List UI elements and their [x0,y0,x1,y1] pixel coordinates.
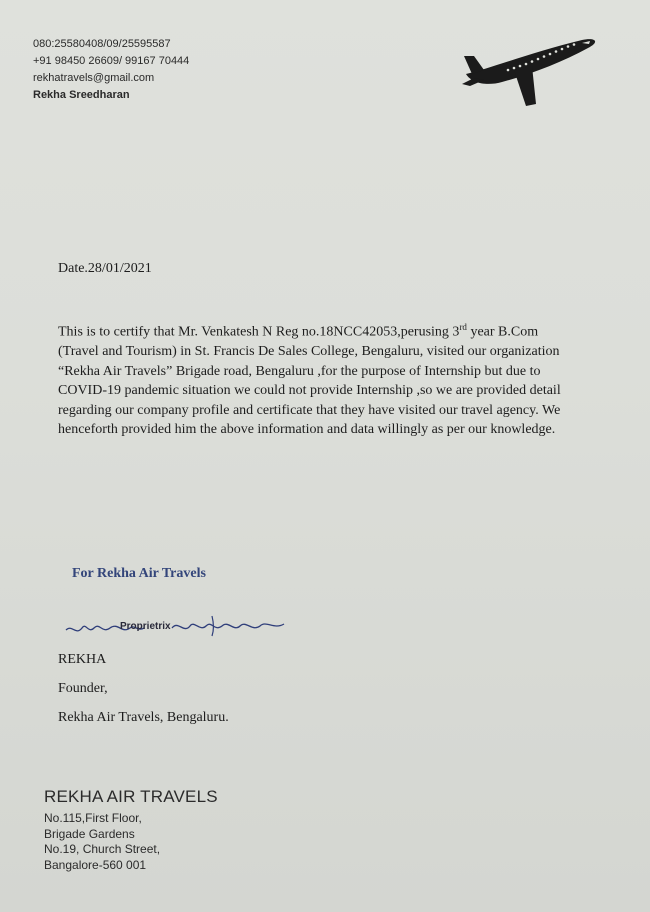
signer-company: Rekha Air Travels, Bengaluru. [58,710,229,725]
handwritten-signature [62,606,302,646]
signer-name: REKHA [58,652,107,667]
stamp-overlay: Proprietrix [120,621,171,632]
footer-address [44,811,160,873]
email: rekhatravels@gmail.com [33,72,155,84]
closing-block [58,652,229,739]
signer-title: Founder, [58,681,108,696]
letter-body [58,318,578,440]
address-line: No.19, Church Street, [44,842,161,856]
phone-mobile: +91 98450 26609/ 99167 70444 [33,55,190,67]
phone-office: 080:25580408/09/25595587 [33,38,171,50]
address-line: No.115,First Floor, [44,811,142,825]
body-part2: year B.Com (Travel and Tourism) in St. Francis De Sales College, Bengaluru, visited our organization “Rekha Air Travels” Brigade road, Bengaluru ,for the purpose of Internship but due to COVID-19 pandemic situation we could not provide Internship ,so we are provided detail regarding our company profile and certificate that they have visited our travel agency. We henceforth provided him the above information and data willingly as per our knowledge. [58,324,561,438]
body-part1: This is to certify that Mr. Venkatesh N Reg no.18NCC42053,perusing 3 [58,324,460,340]
airplane-icon [462,30,602,110]
address-line: Brigade Gardens [44,826,135,841]
header-contact [33,36,189,104]
letter-date: Date.28/01/2021 [58,261,152,276]
footer-company: REKHA AIR TRAVELS [44,787,218,806]
contact-name: Rekha Sreedharan [33,89,130,101]
company-stamp: For Rekha Air Travels [72,566,206,581]
body-sup: rd [459,322,467,332]
address-line: Bangalore-560 001 [44,857,147,872]
